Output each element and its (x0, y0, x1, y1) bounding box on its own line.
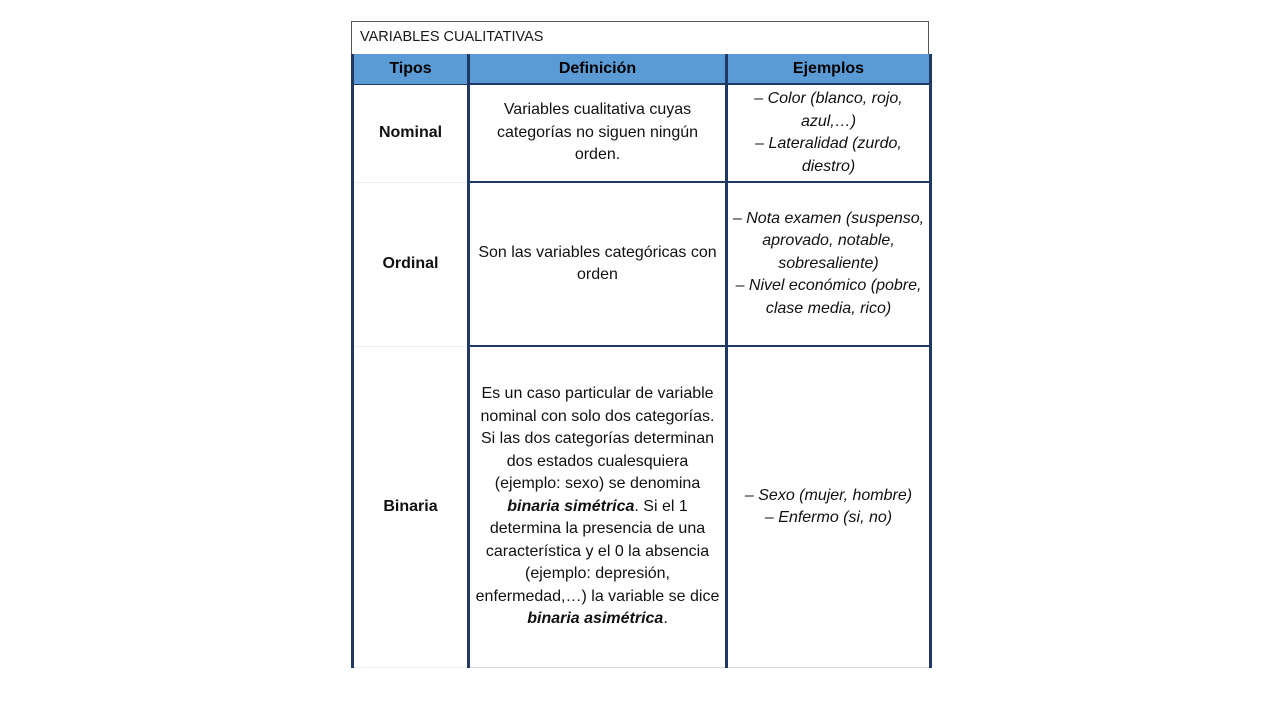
binaria-simetrica-term: binaria simétrica (507, 497, 635, 515)
example-line: – Sexo (mujer, hombre) (744, 486, 913, 504)
header-tipos: Tipos (353, 54, 469, 84)
qualitative-variables-table (351, 21, 929, 668)
header-ejemplos: Ejemplos (727, 54, 931, 84)
table-title: VARIABLES CUALITATIVAS (351, 21, 929, 54)
definicion-text: . Si el 1 determina la presencia de una característica y el 0 la absencia (ejemplo: depresión, enfermedad,…) la variable se dice (475, 497, 720, 605)
example-line: – Lateralidad (zurdo, diestro) (755, 135, 902, 175)
example-line: – Color (blanco, rojo, azul,…) (754, 90, 903, 130)
ejemplos-cell (727, 84, 931, 182)
header-definicion: Definición (469, 54, 727, 84)
example-line: – Nota examen (suspenso, aprovado, notable, sobresaliente) (732, 209, 925, 272)
ejemplos-cell (727, 182, 931, 346)
definicion-cell: Son las variables categóricas con orden (469, 182, 727, 346)
variables-table (351, 54, 932, 668)
ejemplos-cell (727, 346, 931, 668)
table-row (353, 182, 931, 346)
definicion-text: . (663, 610, 668, 628)
tipo-cell: Nominal (353, 84, 469, 182)
table-row (353, 84, 931, 182)
tipo-cell: Binaria (353, 346, 469, 668)
table-row (353, 346, 931, 668)
example-line: – Nivel económico (pobre, clase media, rico) (735, 277, 922, 317)
header-row (353, 54, 931, 84)
definicion-text: Es un caso particular de variable nominal con solo dos categorías. Si las dos categorías determinan dos estados cualesquiera (ejemplo: sexo) se denomina (480, 385, 715, 493)
definicion-cell (469, 346, 727, 668)
example-line: – Enfermo (si, no) (764, 509, 893, 526)
tipo-cell: Ordinal (353, 182, 469, 346)
definicion-cell: Variables cualitativa cuyas categorías no siguen ningún orden. (469, 84, 727, 182)
binaria-asimetrica-term: binaria asimétrica (527, 610, 664, 628)
